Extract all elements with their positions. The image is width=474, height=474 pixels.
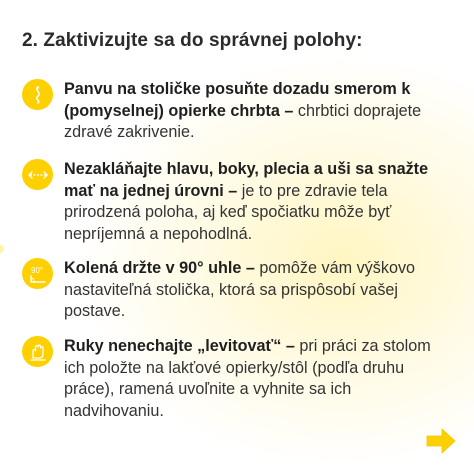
level-arrows-icon: [22, 159, 53, 190]
tip-text-4: [64, 336, 452, 422]
hand-rest-icon: [22, 336, 53, 367]
tip-bold-1: Panvu na stoličke posuňte dozadu smerom k (pomyselnej) opierke chrbta –: [64, 80, 411, 120]
angle-90-icon: [22, 258, 53, 289]
arrow-right-icon[interactable]: [425, 427, 457, 455]
tip-normal-2: je to pre zdravie tela prirodzená poloha, aj keď spočiatku môže byť nepríjemná a nepohodlná.: [64, 181, 392, 243]
angle-90-label: 90°: [30, 265, 43, 275]
tip-item-3: [22, 258, 452, 323]
tip-text-3: [64, 258, 452, 323]
tip-item-1: [22, 79, 452, 144]
tip-bold-4: Ruky nenechajte „levitovať“ –: [64, 337, 295, 355]
tip-normal-4: pri práci za stolom ich položte na lakťové opierky/stôl (podľa druhu práce), ramená uvoľnite a vyhnite sa ich nadvihovaniu.: [64, 337, 431, 420]
decorative-dot: [0, 245, 4, 253]
tip-text-1: [64, 79, 452, 144]
spine-curve-icon: [22, 79, 53, 110]
tip-bold-2: Nezakláňajte hlavu, boky, plecia a uši sa snažte mať na jednej úrovni –: [64, 160, 429, 200]
tip-item-4: [22, 336, 452, 422]
tip-text-2: [64, 159, 452, 245]
section-heading: 2. Zaktivizujte sa do správnej polohy:: [22, 30, 363, 51]
tip-normal-1: chrbtici doprajete zdravé zakrivenie.: [64, 101, 422, 141]
tip-bold-3: Kolená držte v 90° uhle –: [64, 259, 255, 277]
tip-normal-3: pomôže vám výškovo nastaviteľná stolička, ktorá sa prispôsobí vašej postave.: [64, 259, 416, 320]
tip-item-2: [22, 159, 452, 245]
